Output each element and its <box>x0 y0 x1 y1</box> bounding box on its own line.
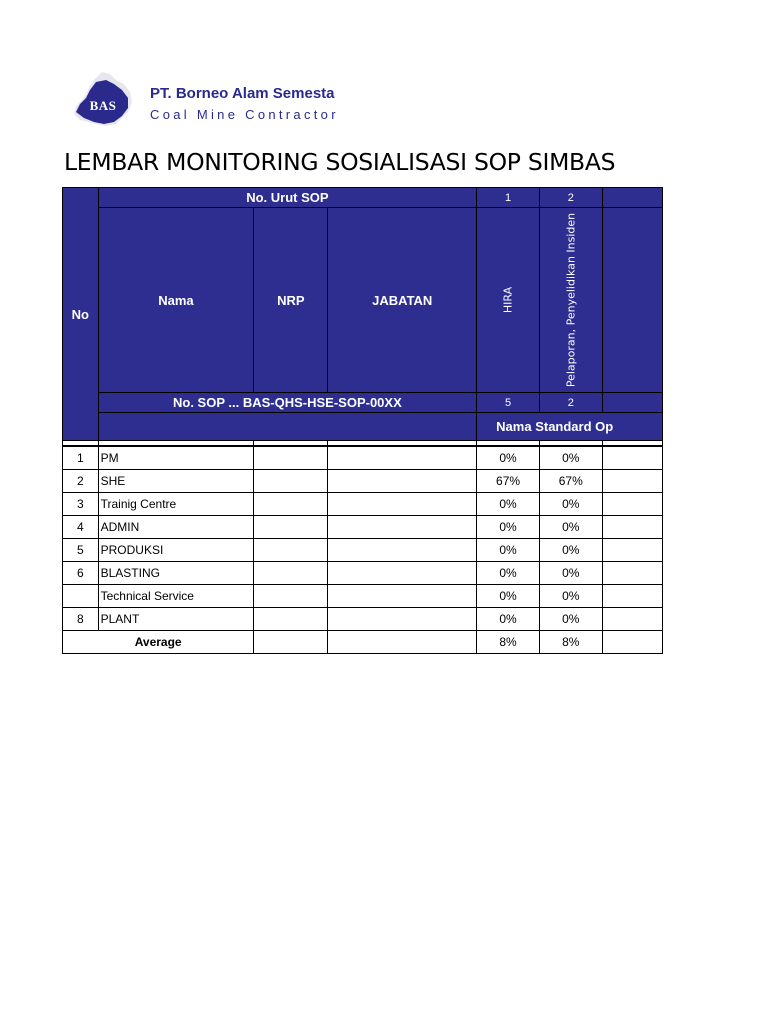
table-row <box>63 446 663 470</box>
row-value-sop1: 0% <box>477 516 540 539</box>
row-clipped-cell <box>602 562 662 585</box>
row-clipped-cell <box>602 608 662 631</box>
row-value-sop1: 0% <box>477 608 540 631</box>
row-nrp <box>254 493 328 516</box>
row-clipped-cell <box>602 470 662 493</box>
sop-name: Pelaporan, Penyelidikan Insiden <box>564 212 578 388</box>
row-clipped-cell <box>602 446 662 470</box>
row-value-sop2: 0% <box>539 516 602 539</box>
row-nama: Trainig Centre <box>98 493 254 516</box>
table-row <box>63 585 663 608</box>
row-value-sop1: 0% <box>477 446 540 470</box>
average-row <box>63 631 663 654</box>
table-row <box>63 562 663 585</box>
row-value-sop1: 0% <box>477 539 540 562</box>
sop-name-header <box>539 208 602 393</box>
table-row <box>63 493 663 516</box>
table-row <box>63 608 663 631</box>
row-clipped-cell <box>602 516 662 539</box>
sop-code-empty <box>602 393 662 413</box>
row-clipped-cell <box>602 539 662 562</box>
row-jabatan <box>328 470 477 493</box>
no-header: No <box>63 188 99 441</box>
table-row <box>63 516 663 539</box>
row-nrp <box>254 516 328 539</box>
row-jabatan <box>328 516 477 539</box>
row-no: 8 <box>63 608 99 631</box>
row-nrp <box>254 608 328 631</box>
sop-number: 1 <box>477 188 540 208</box>
row-nrp <box>254 446 328 470</box>
row-value-sop2: 0% <box>539 608 602 631</box>
nama-standard-label: Nama Standard Op <box>477 413 663 441</box>
col-header-nama: Nama <box>98 208 254 393</box>
average-value-sop2: 8% <box>539 631 602 654</box>
row-value-sop2: 67% <box>539 470 602 493</box>
row-value-sop1: 0% <box>477 562 540 585</box>
row-value-sop2: 0% <box>539 493 602 516</box>
row-value-sop2: 0% <box>539 562 602 585</box>
row-value-sop2: 0% <box>539 539 602 562</box>
company-tagline: Coal Mine Contractor <box>150 107 339 122</box>
row-nama: ADMIN <box>98 516 254 539</box>
row-jabatan <box>328 562 477 585</box>
row-clipped-cell <box>602 493 662 516</box>
row-value-sop1: 0% <box>477 493 540 516</box>
row-no: 2 <box>63 470 99 493</box>
row-nama: Technical Service <box>98 585 254 608</box>
sop-code: 5 <box>477 393 540 413</box>
row-nama: PLANT <box>98 608 254 631</box>
average-value-sop1: 8% <box>477 631 540 654</box>
monitoring-table <box>62 187 663 654</box>
col-header-jabatan: JABATAN <box>328 208 477 393</box>
sop-code: 2 <box>539 393 602 413</box>
nama-standard-blank <box>98 413 477 441</box>
sop-number-empty <box>602 188 662 208</box>
row-nama: BLASTING <box>98 562 254 585</box>
row-nrp <box>254 470 328 493</box>
row-jabatan <box>328 493 477 516</box>
row-nrp <box>254 585 328 608</box>
sop-name-empty <box>602 208 662 393</box>
row-nama: SHE <box>98 470 254 493</box>
row-no: 3 <box>63 493 99 516</box>
company-name: PT. Borneo Alam Semesta <box>150 85 335 102</box>
average-label: Average <box>63 631 254 654</box>
sop-name: HIRA <box>501 286 515 314</box>
row-nrp <box>254 562 328 585</box>
average-clipped-cell <box>602 631 662 654</box>
no-urut-sop-label: No. Urut SOP <box>98 188 477 208</box>
logo-text: BAS <box>89 98 117 113</box>
row-no: 5 <box>63 539 99 562</box>
row-nama: PRODUKSI <box>98 539 254 562</box>
row-jabatan <box>328 608 477 631</box>
row-nrp <box>254 539 328 562</box>
row-jabatan <box>328 585 477 608</box>
average-nrp <box>254 631 328 654</box>
row-clipped-cell <box>602 585 662 608</box>
page-title: LEMBAR MONITORING SOSIALISASI SOP SIMBAS <box>64 148 616 176</box>
row-value-sop1: 0% <box>477 585 540 608</box>
table-row <box>63 539 663 562</box>
row-no <box>63 585 99 608</box>
table-row <box>63 470 663 493</box>
row-no: 1 <box>63 446 99 470</box>
monitoring-table-viewport <box>62 187 663 667</box>
row-value-sop2: 0% <box>539 585 602 608</box>
row-value-sop1: 67% <box>477 470 540 493</box>
row-jabatan <box>328 446 477 470</box>
sop-name-header <box>477 208 540 393</box>
no-sop-label: No. SOP ... BAS-QHS-HSE-SOP-00XX <box>98 393 477 413</box>
row-nama: PM <box>98 446 254 470</box>
sop-number: 2 <box>539 188 602 208</box>
row-no: 6 <box>63 562 99 585</box>
average-jabatan <box>328 631 477 654</box>
row-value-sop2: 0% <box>539 446 602 470</box>
col-header-nrp: NRP <box>254 208 328 393</box>
row-no: 4 <box>63 516 99 539</box>
row-jabatan <box>328 539 477 562</box>
